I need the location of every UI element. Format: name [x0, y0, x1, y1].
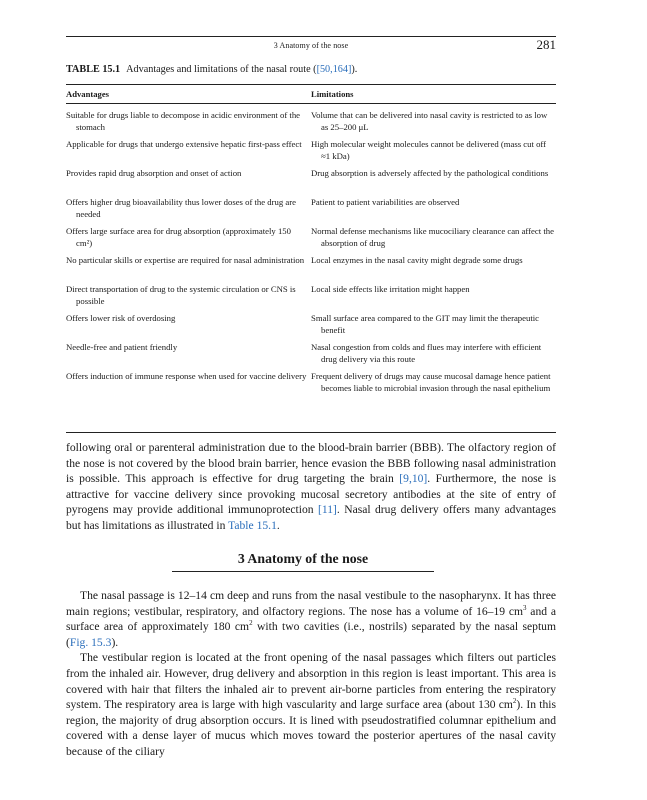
- header-advantages: Advantages: [66, 89, 109, 99]
- table-caption-text: Advantages and limitations of the nasal route (: [126, 64, 317, 75]
- limitation-cell: Normal defense mechanisms like mucociliary clearance can affect the absorption of drug: [311, 226, 554, 248]
- citation-link[interactable]: [9,10]: [399, 472, 428, 486]
- advantage-cell: Offers large surface area for drug absorption (approximately 150 cm²): [66, 226, 291, 248]
- para3-text: The vestibular region is located at the front opening of the nasal passages which filters out particles from the inhaled air. However, drug delivery and absorption in this region is least important. This area is covered with hair that filters the inhaled air to prevent air-borne particles from entering the respiratory system. The respiratory area is large with high vascularity and large surface area (about 130 cm: [66, 651, 556, 712]
- limitation-cell: Drug absorption is adversely affected by the pathological conditions: [311, 168, 549, 178]
- para1-text: .: [276, 518, 280, 532]
- advantage-cell: Applicable for drugs that undergo extensive hepatic first-pass effect: [66, 139, 302, 149]
- advantages-limitations-table: [66, 84, 556, 433]
- limitation-cell: High molecular weight molecules cannot be delivered (mass cut off ≈1 kDa): [311, 139, 547, 161]
- advantage-cell: Direct transportation of drug to the systemic circulation or CNS is possible: [66, 284, 296, 306]
- advantage-cell: No particular skills or expertise are required for nasal administration: [66, 255, 305, 265]
- para2-text: with two cavities (i.e., nostrils) separated by the nasal septum (: [66, 620, 557, 649]
- citation-link[interactable]: [11]: [317, 503, 337, 517]
- limitation-cell: Frequent delivery of drugs may cause mucosal damage hence patient becomes liable to microbial invasion through the nasal epithelium: [311, 371, 551, 393]
- advantage-cell: Offers induction of immune response when used for vaccine delivery: [66, 371, 307, 381]
- table-caption: [66, 64, 556, 75]
- table-caption-end: ).: [351, 64, 358, 75]
- advantage-cell: Needle-free and patient friendly: [66, 342, 178, 352]
- superscript: 2: [249, 619, 253, 628]
- limitation-cell: Local side effects like irritation might happen: [311, 284, 470, 294]
- limitation-cell: Local enzymes in the nasal cavity might degrade some drugs: [311, 255, 523, 265]
- table-header-row: [66, 85, 556, 104]
- superscript: 2: [512, 697, 517, 706]
- para1-text: . Nasal drug delivery offers many advantages but has limitations as illustrated in: [66, 503, 556, 532]
- paragraph: [66, 588, 556, 650]
- paragraph: [66, 650, 556, 759]
- para2-text: and a surface area of approximately 180 cm: [66, 604, 556, 634]
- advantage-cell: Offers higher drug bioavailability thus lower doses of the drug are needed: [66, 197, 296, 219]
- para1-text: following oral or parenteral administration due to the blood-brain barrier (BBB). The olfactory region of the nose is not covered by the blood brain barrier, hence evasion the BBB following nasal administration is possible. This approach is effective for drug targeting the brain: [66, 441, 556, 486]
- para1-text: . Furthermore, the nose is attractive for vaccine delivery since provoking mucosal secretory antibodies at the site of entry of pyrogens may provide additional immunoprotection: [66, 472, 556, 517]
- table-reference-link[interactable]: Table 15.1: [228, 518, 277, 532]
- limitation-cell: Nasal congestion from colds and flues may interfere with efficient drug delivery via this route: [311, 342, 542, 364]
- paragraph-intro: [66, 440, 556, 534]
- advantage-cell: Offers lower risk of overdosing: [66, 313, 176, 323]
- para2-text: The nasal passage is 12–14 cm deep and runs from the nasal vestibule to the nasopharynx. It has three main regions; vestibular, respiratory, and olfactory regions. The nose has a volume of 16–19 cm: [66, 589, 556, 618]
- superscript: 3: [523, 603, 527, 612]
- page-top-band: [0, 0, 647, 20]
- para2-text: ).: [111, 635, 119, 649]
- limitation-cell: Volume that can be delivered into nasal cavity is restricted to as low as 25–200 μL: [311, 110, 548, 132]
- section-body: [66, 588, 556, 760]
- para3-text: ). In this region, the majority of drug absorption occurs. It is lined with pseudostratified columnar epithelium and covered with a dense layer of mucus which moves toward the posterior apertures of the nasal cavity because of the ciliary: [66, 698, 556, 758]
- running-title: 3 Anatomy of the nose: [273, 41, 349, 50]
- table-caption-ref-link[interactable]: [50,164]: [316, 64, 352, 75]
- page-header: [66, 36, 556, 55]
- section-heading: 3 Anatomy of the nose: [172, 551, 434, 572]
- advantage-cell: Suitable for drugs liable to decompose in acidic environment of the stomach: [66, 110, 301, 132]
- figure-reference-link[interactable]: Fig. 15.3: [69, 635, 112, 649]
- header-limitations: Limitations: [311, 89, 354, 99]
- table-label: TABLE 15.1: [66, 64, 121, 75]
- page-number: 281: [536, 37, 556, 52]
- limitation-cell: Patient to patient variabilities are observed: [311, 197, 460, 207]
- advantage-cell: Provides rapid drug absorption and onset of action: [66, 168, 242, 178]
- limitation-cell: Small surface area compared to the GIT may limit the therapeutic benefit: [311, 313, 540, 335]
